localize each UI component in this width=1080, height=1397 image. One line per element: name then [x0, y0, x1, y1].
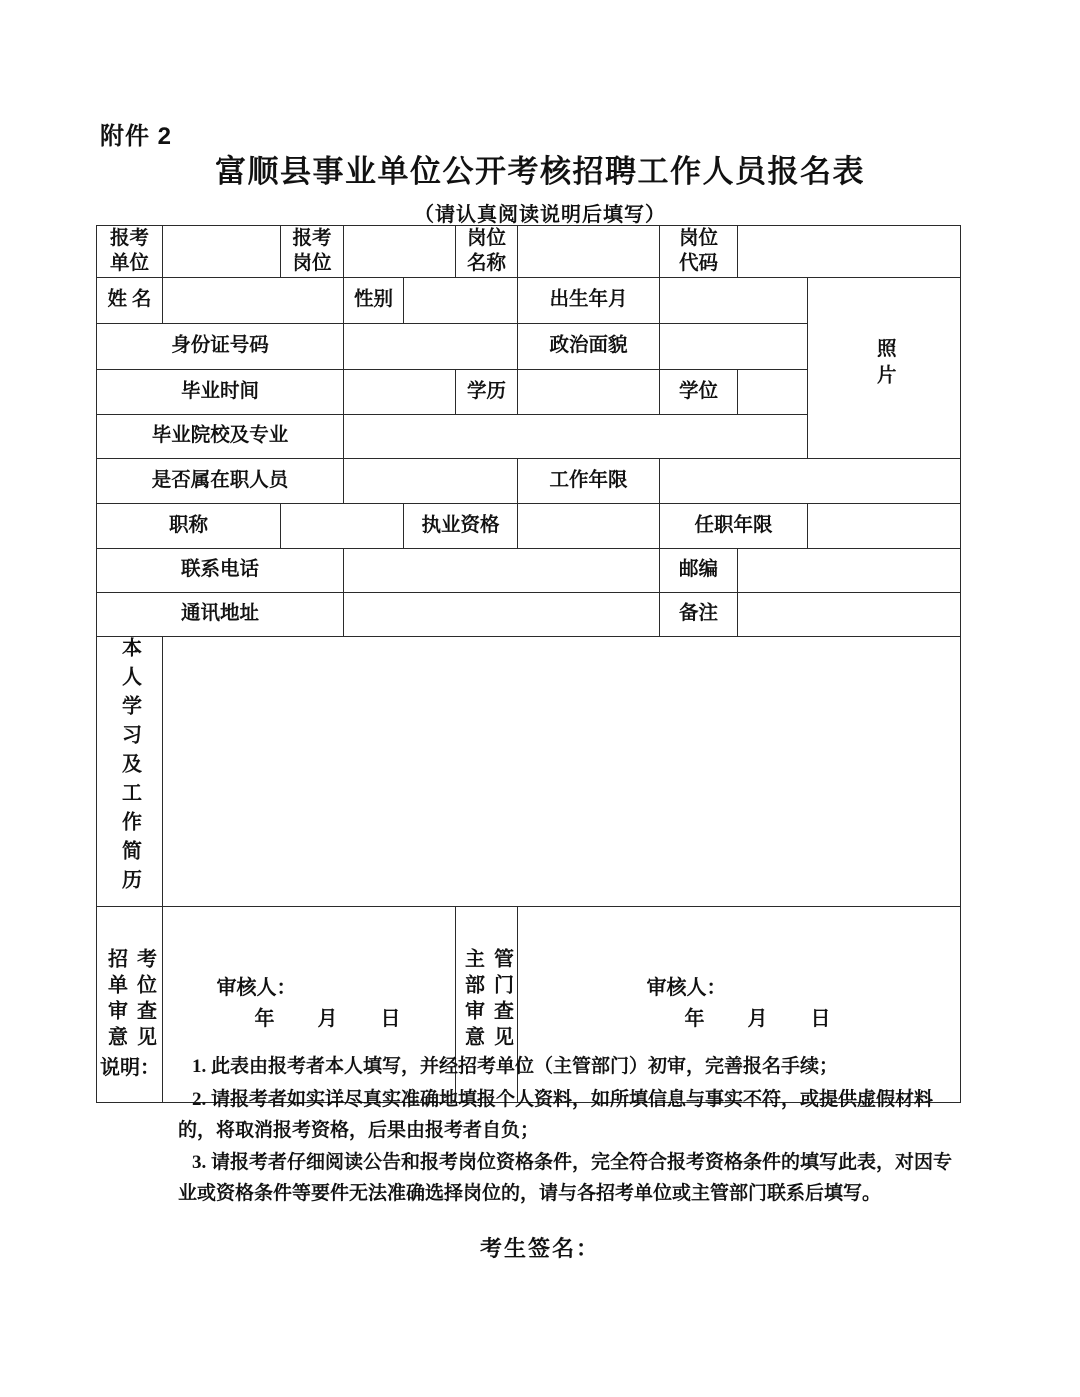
table-row — [97, 278, 961, 324]
notes-list — [100, 1052, 966, 1210]
label-birth-date: 出生年月 — [518, 278, 660, 324]
label-mailing-address: 通讯地址 — [97, 593, 344, 637]
label-job-title: 职称 — [97, 504, 281, 549]
label-name: 姓 名 — [97, 278, 163, 324]
dept-review-month: 月 — [747, 1008, 769, 1031]
label-graduation-time: 毕业时间 — [97, 370, 344, 415]
field-gender[interactable] — [404, 278, 518, 324]
candidate-signature-label: 考生签名： — [479, 1236, 600, 1261]
label-gender: 性别 — [344, 278, 404, 324]
field-postcode[interactable] — [738, 549, 961, 593]
unit-review-label-col-right: 招单审意 — [104, 948, 127, 1053]
field-remark[interactable] — [738, 593, 961, 637]
field-school-major[interactable] — [344, 415, 808, 459]
unit-reviewer-block — [217, 973, 402, 1035]
unit-review-dateline — [217, 1008, 402, 1030]
notes-section — [100, 1052, 966, 1212]
table-row — [97, 549, 961, 593]
label-postcode: 邮编 — [660, 549, 738, 593]
field-mailing-address[interactable] — [344, 593, 660, 637]
label-school-major: 毕业院校及专业 — [97, 415, 344, 459]
field-personal-resume[interactable] — [163, 637, 961, 907]
label-practice-qualification: 执业资格 — [404, 504, 518, 549]
page-title: 富顺县事业单位公开考核招聘工作人员报名表 — [215, 154, 865, 189]
notes-heading: 说明： — [100, 1057, 160, 1079]
label-degree: 学位 — [660, 370, 738, 415]
field-name[interactable] — [163, 278, 344, 324]
dept-review-year: 年 — [684, 1008, 706, 1031]
dept-review-label-col-right: 主部审意 — [461, 948, 484, 1053]
dept-review-day: 日 — [810, 1008, 832, 1031]
label-apply-post: 报考 岗位 — [281, 226, 344, 278]
field-apply-unit[interactable] — [163, 226, 281, 278]
unit-review-month: 月 — [317, 1008, 339, 1031]
unit-review-year: 年 — [254, 1008, 276, 1031]
field-work-years[interactable] — [660, 459, 961, 504]
label-political-status: 政治面貌 — [518, 324, 660, 370]
resume-label-text: 本人学习及工作简历 — [118, 637, 141, 898]
label-work-years: 工作年限 — [518, 459, 660, 504]
label-contact-phone: 联系电话 — [97, 549, 344, 593]
field-practice-qualification[interactable] — [518, 504, 660, 549]
field-birth-date[interactable] — [660, 278, 808, 324]
label-personal-resume — [97, 637, 163, 907]
dept-review-label-col-left: 管门查见 — [490, 948, 513, 1053]
field-id-number[interactable] — [344, 324, 518, 370]
field-education[interactable] — [518, 370, 660, 415]
dept-reviewer-block — [647, 973, 832, 1035]
field-tenure-years[interactable] — [808, 504, 961, 549]
table-row-resume — [97, 637, 961, 907]
unit-review-day: 日 — [380, 1008, 402, 1031]
unit-reviewer-label: 审核人： — [216, 977, 297, 1000]
note-item: 3. 请报考者仔细阅读公告和报考岗位资格条件，完全符合报考资格条件的填写此表，对因专业或资格条件等要件无法准确选择岗位的，请与各招考单位或主管部门联系后填写。 — [178, 1152, 953, 1205]
attachment-label: 附件 2 — [100, 123, 173, 150]
label-id-number: 身份证号码 — [97, 324, 344, 370]
table-row — [97, 504, 961, 549]
field-post-name[interactable] — [518, 226, 660, 278]
table-row — [97, 226, 961, 278]
field-job-title[interactable] — [281, 504, 404, 549]
label-post-code: 岗位 代码 — [660, 226, 738, 278]
dept-reviewer-label: 审核人： — [646, 977, 727, 1000]
table-row — [97, 593, 961, 637]
note-item: 1. 此表由报考者本人填写，并经招考单位（主管部门）初审，完善报名手续； — [192, 1056, 839, 1077]
photo-label: 照片 — [873, 337, 895, 391]
field-incumbent-status[interactable] — [344, 459, 518, 504]
registration-form-table — [96, 225, 961, 1103]
label-education: 学历 — [456, 370, 518, 415]
field-post-code[interactable] — [738, 226, 961, 278]
label-apply-unit: 报考 单位 — [97, 226, 163, 278]
label-incumbent-status: 是否属在职人员 — [97, 459, 344, 504]
dept-review-dateline — [647, 1008, 832, 1030]
page-subtitle: （请认真阅读说明后填写） — [414, 204, 666, 226]
photo-placeholder — [808, 278, 961, 459]
field-political-status[interactable] — [660, 324, 808, 370]
note-item: 2. 请报考者如实详尽真实准确地填报个人资料，如所填信息与事实不符，或提供虚假材料的，将取消报考资格，后果由报考者自负； — [178, 1088, 934, 1141]
field-contact-phone[interactable] — [344, 549, 660, 593]
field-degree[interactable] — [738, 370, 808, 415]
label-tenure-years: 任职年限 — [660, 504, 808, 549]
unit-review-label-col-left: 考位查见 — [133, 948, 156, 1053]
field-apply-post[interactable] — [344, 226, 456, 278]
table-row — [97, 459, 961, 504]
field-graduation-time[interactable] — [344, 370, 456, 415]
label-remark: 备注 — [660, 593, 738, 637]
label-post-name: 岗位 名称 — [456, 226, 518, 278]
